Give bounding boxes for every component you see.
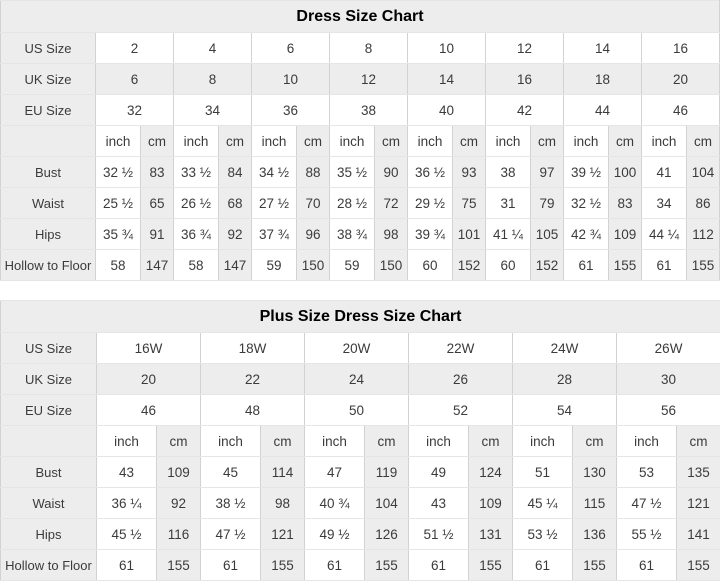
measure-cell-cm: 155 [573, 550, 617, 581]
measure-cell-inch: 45 ½ [97, 519, 157, 550]
measure-cell-inch: 32 ½ [564, 188, 609, 219]
corner-cell [1, 126, 96, 157]
size-cell: 24W [513, 333, 617, 364]
measure-cell-cm: 79 [531, 188, 564, 219]
unit-cell-inch: inch [96, 126, 141, 157]
size-cell: 22W [409, 333, 513, 364]
measure-cell-inch: 47 [305, 457, 365, 488]
size-cell: 16 [486, 64, 564, 95]
measure-cell-cm: 116 [157, 519, 201, 550]
measure-cell-cm: 104 [365, 488, 409, 519]
size-cell: 46 [97, 395, 201, 426]
size-cell: 42 [486, 95, 564, 126]
size-cell: 12 [486, 33, 564, 64]
size-cell: 12 [330, 64, 408, 95]
measure-cell-inch: 40 ¾ [305, 488, 365, 519]
measure-cell-cm: 112 [687, 219, 720, 250]
unit-cell-cm: cm [677, 426, 720, 457]
unit-cell-inch: inch [174, 126, 219, 157]
table-title: Plus Size Dress Size Chart [1, 301, 720, 333]
measure-cell-inch: 25 ½ [96, 188, 141, 219]
measure-cell-cm: 92 [219, 219, 252, 250]
measure-cell-cm: 131 [469, 519, 513, 550]
size-cell: 18W [201, 333, 305, 364]
size-cell: 2 [96, 33, 174, 64]
measure-cell-inch: 61 [564, 250, 609, 281]
measure-cell-inch: 47 ½ [201, 519, 261, 550]
size-cell: 56 [617, 395, 720, 426]
measure-cell-cm: 97 [531, 157, 564, 188]
size-cell: 16W [97, 333, 201, 364]
measure-cell-cm: 130 [573, 457, 617, 488]
measure-cell-cm: 152 [453, 250, 486, 281]
unit-cell-inch: inch [513, 426, 573, 457]
row-label-hips: Hips [1, 219, 96, 250]
measure-cell-inch: 61 [305, 550, 365, 581]
unit-cell-inch: inch [617, 426, 677, 457]
unit-cell-inch: inch [409, 426, 469, 457]
measure-cell-cm: 114 [261, 457, 305, 488]
size-cell: 26 [409, 364, 513, 395]
unit-cell-inch: inch [642, 126, 687, 157]
measure-cell-inch: 43 [97, 457, 157, 488]
size-cell: 20W [305, 333, 409, 364]
unit-cell-cm: cm [687, 126, 720, 157]
measure-cell-cm: 86 [687, 188, 720, 219]
measure-cell-inch: 58 [96, 250, 141, 281]
size-cell: 20 [642, 64, 720, 95]
size-cell: 28 [513, 364, 617, 395]
measure-cell-inch: 51 [513, 457, 573, 488]
unit-cell-inch: inch [97, 426, 157, 457]
measure-cell-inch: 61 [201, 550, 261, 581]
measure-cell-cm: 100 [609, 157, 642, 188]
measure-cell-inch: 36 ½ [408, 157, 453, 188]
row-label-eu-size: EU Size [1, 95, 96, 126]
size-cell: 48 [201, 395, 305, 426]
measure-cell-cm: 96 [297, 219, 330, 250]
row-label-uk-size: UK Size [1, 64, 96, 95]
size-cell: 24 [305, 364, 409, 395]
measure-cell-inch: 27 ½ [252, 188, 297, 219]
measure-cell-cm: 136 [573, 519, 617, 550]
measure-cell-inch: 39 ¾ [408, 219, 453, 250]
measure-cell-cm: 115 [573, 488, 617, 519]
size-cell: 4 [174, 33, 252, 64]
measure-cell-inch: 35 ¾ [96, 219, 141, 250]
size-cell: 6 [96, 64, 174, 95]
unit-cell-cm: cm [469, 426, 513, 457]
measure-cell-cm: 121 [677, 488, 720, 519]
size-cell: 52 [409, 395, 513, 426]
size-cell: 32 [96, 95, 174, 126]
measure-cell-inch: 31 [486, 188, 531, 219]
measure-cell-inch: 61 [97, 550, 157, 581]
measure-cell-inch: 32 ½ [96, 157, 141, 188]
measure-cell-inch: 53 ½ [513, 519, 573, 550]
measure-cell-cm: 155 [261, 550, 305, 581]
size-cell: 54 [513, 395, 617, 426]
measure-cell-inch: 55 ½ [617, 519, 677, 550]
measure-cell-cm: 91 [141, 219, 174, 250]
measure-cell-cm: 98 [261, 488, 305, 519]
measure-cell-inch: 61 [642, 250, 687, 281]
measure-cell-cm: 141 [677, 519, 720, 550]
measure-cell-inch: 45 ¼ [513, 488, 573, 519]
measure-cell-inch: 38 [486, 157, 531, 188]
size-cell: 6 [252, 33, 330, 64]
row-label-us-size: US Size [1, 33, 96, 64]
size-cell: 40 [408, 95, 486, 126]
measure-cell-inch: 53 [617, 457, 677, 488]
unit-cell-cm: cm [157, 426, 201, 457]
size-cell: 50 [305, 395, 409, 426]
size-cell: 38 [330, 95, 408, 126]
unit-cell-cm: cm [261, 426, 305, 457]
measure-cell-inch: 26 ½ [174, 188, 219, 219]
measure-cell-cm: 155 [687, 250, 720, 281]
unit-cell-cm: cm [453, 126, 486, 157]
measure-cell-inch: 36 ¼ [97, 488, 157, 519]
measure-cell-cm: 150 [297, 250, 330, 281]
size-cell: 34 [174, 95, 252, 126]
measure-cell-cm: 155 [157, 550, 201, 581]
row-label-waist: Waist [1, 188, 96, 219]
size-cell: 20 [97, 364, 201, 395]
measure-cell-cm: 109 [469, 488, 513, 519]
measure-cell-inch: 49 ½ [305, 519, 365, 550]
measure-cell-cm: 101 [453, 219, 486, 250]
size-cell: 16 [642, 33, 720, 64]
row-label-bust: Bust [1, 457, 97, 488]
size-cell: 14 [408, 64, 486, 95]
measure-cell-cm: 68 [219, 188, 252, 219]
row-label-hips: Hips [1, 519, 97, 550]
unit-cell-inch: inch [252, 126, 297, 157]
unit-cell-cm: cm [297, 126, 330, 157]
measure-cell-cm: 147 [219, 250, 252, 281]
corner-cell [1, 426, 97, 457]
size-cell: 18 [564, 64, 642, 95]
measure-cell-cm: 65 [141, 188, 174, 219]
measure-cell-cm: 155 [609, 250, 642, 281]
measure-cell-inch: 34 [642, 188, 687, 219]
unit-cell-inch: inch [330, 126, 375, 157]
unit-cell-inch: inch [201, 426, 261, 457]
measure-cell-cm: 90 [375, 157, 408, 188]
unit-cell-cm: cm [573, 426, 617, 457]
unit-cell-cm: cm [365, 426, 409, 457]
measure-cell-cm: 84 [219, 157, 252, 188]
size-cell: 44 [564, 95, 642, 126]
measure-cell-inch: 39 ½ [564, 157, 609, 188]
row-label-hollow-to-floor: Hollow to Floor [1, 550, 97, 581]
measure-cell-inch: 58 [174, 250, 219, 281]
measure-cell-inch: 60 [486, 250, 531, 281]
measure-cell-inch: 59 [330, 250, 375, 281]
measure-cell-inch: 59 [252, 250, 297, 281]
size-cell: 30 [617, 364, 720, 395]
size-cell: 10 [252, 64, 330, 95]
unit-cell-inch: inch [408, 126, 453, 157]
measure-cell-cm: 93 [453, 157, 486, 188]
row-label-eu-size: EU Size [1, 395, 97, 426]
measure-cell-inch: 38 ¾ [330, 219, 375, 250]
table-title: Dress Size Chart [1, 1, 720, 33]
measure-cell-inch: 47 ½ [617, 488, 677, 519]
measure-cell-cm: 152 [531, 250, 564, 281]
measure-cell-inch: 49 [409, 457, 469, 488]
unit-cell-cm: cm [375, 126, 408, 157]
row-label-waist: Waist [1, 488, 97, 519]
measure-cell-cm: 109 [157, 457, 201, 488]
measure-cell-cm: 126 [365, 519, 409, 550]
measure-cell-cm: 72 [375, 188, 408, 219]
measure-cell-inch: 45 [201, 457, 261, 488]
dress-size-chart-table [0, 0, 720, 281]
measure-cell-cm: 121 [261, 519, 305, 550]
measure-cell-inch: 41 ¼ [486, 219, 531, 250]
measure-cell-cm: 83 [609, 188, 642, 219]
measure-cell-cm: 155 [469, 550, 513, 581]
measure-cell-cm: 105 [531, 219, 564, 250]
unit-cell-cm: cm [609, 126, 642, 157]
row-label-hollow-to-floor: Hollow to Floor [1, 250, 96, 281]
measure-cell-cm: 119 [365, 457, 409, 488]
measure-cell-inch: 34 ½ [252, 157, 297, 188]
measure-cell-cm: 83 [141, 157, 174, 188]
row-label-bust: Bust [1, 157, 96, 188]
measure-cell-inch: 38 ½ [201, 488, 261, 519]
measure-cell-cm: 98 [375, 219, 408, 250]
measure-cell-inch: 61 [617, 550, 677, 581]
measure-cell-cm: 88 [297, 157, 330, 188]
measure-cell-inch: 33 ½ [174, 157, 219, 188]
measure-cell-inch: 43 [409, 488, 469, 519]
measure-cell-cm: 135 [677, 457, 720, 488]
measure-cell-inch: 60 [408, 250, 453, 281]
unit-cell-inch: inch [564, 126, 609, 157]
size-cell: 22 [201, 364, 305, 395]
unit-cell-cm: cm [141, 126, 174, 157]
measure-cell-inch: 37 ¾ [252, 219, 297, 250]
measure-cell-inch: 29 ½ [408, 188, 453, 219]
measure-cell-cm: 150 [375, 250, 408, 281]
measure-cell-cm: 92 [157, 488, 201, 519]
measure-cell-cm: 147 [141, 250, 174, 281]
measure-cell-inch: 51 ½ [409, 519, 469, 550]
size-cell: 26W [617, 333, 720, 364]
measure-cell-cm: 70 [297, 188, 330, 219]
row-label-us-size: US Size [1, 333, 97, 364]
measure-cell-inch: 36 ¾ [174, 219, 219, 250]
size-cell: 14 [564, 33, 642, 64]
size-cell: 8 [330, 33, 408, 64]
size-cell: 36 [252, 95, 330, 126]
measure-cell-inch: 41 [642, 157, 687, 188]
measure-cell-inch: 44 ¼ [642, 219, 687, 250]
measure-cell-inch: 35 ½ [330, 157, 375, 188]
measure-cell-cm: 124 [469, 457, 513, 488]
plus-size-dress-size-chart-table [0, 300, 720, 581]
size-cell: 10 [408, 33, 486, 64]
unit-cell-inch: inch [305, 426, 365, 457]
measure-cell-inch: 61 [513, 550, 573, 581]
measure-cell-inch: 28 ½ [330, 188, 375, 219]
measure-cell-cm: 75 [453, 188, 486, 219]
measure-cell-cm: 104 [687, 157, 720, 188]
size-cell: 8 [174, 64, 252, 95]
unit-cell-cm: cm [219, 126, 252, 157]
measure-cell-cm: 155 [677, 550, 720, 581]
measure-cell-cm: 155 [365, 550, 409, 581]
row-label-uk-size: UK Size [1, 364, 97, 395]
unit-cell-inch: inch [486, 126, 531, 157]
measure-cell-cm: 109 [609, 219, 642, 250]
measure-cell-inch: 42 ¾ [564, 219, 609, 250]
unit-cell-cm: cm [531, 126, 564, 157]
measure-cell-inch: 61 [409, 550, 469, 581]
size-cell: 46 [642, 95, 720, 126]
